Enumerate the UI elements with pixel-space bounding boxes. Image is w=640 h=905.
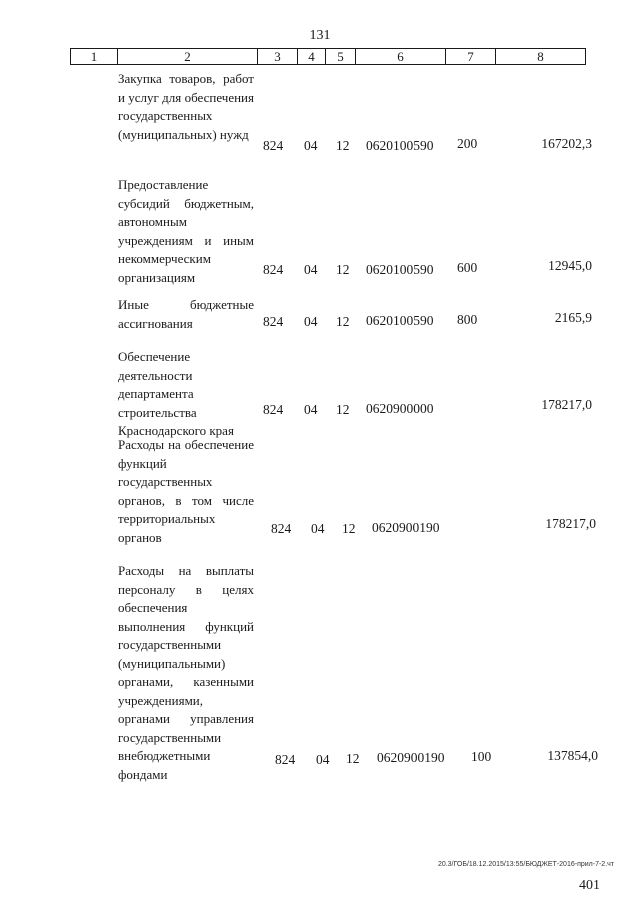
cell-col-8: 137854,0	[547, 748, 598, 763]
cell-col-4: 04	[311, 521, 325, 536]
header-col-1: 1	[71, 49, 118, 65]
cell-col-4: 04	[304, 402, 318, 417]
cell-col-4: 04	[316, 752, 330, 767]
row-description: Предоставление субсидий бюджетным, автономным учреждениям и иным некоммерческим организациям	[118, 177, 254, 285]
document-code: 20.3/ГОБ/18.12.2015/13:55/БЮДЖЕТ-2016-прил-7-2.чт	[437, 861, 614, 868]
cell-col-6: 0620900190	[372, 520, 440, 535]
cell-col-5: 12	[336, 314, 350, 329]
cell-col-7: 600	[457, 260, 478, 275]
cell-col-5: 12	[336, 262, 350, 277]
cell-col-7: 100	[471, 749, 492, 764]
cell-col-7: 800	[457, 312, 478, 327]
row-description: Расходы на выплаты персоналу в целях обеспечения выполнения функций государственными (муниципальными) органами, казенными учреждениями, органами управления государственными внебюджетными фондами	[118, 563, 254, 782]
cell-col-5: 12	[342, 521, 356, 536]
column-number-header	[70, 48, 586, 65]
cell-col-8: 178217,0	[541, 397, 592, 412]
cell-col-5: 12	[336, 402, 350, 417]
cell-col-8: 2165,9	[554, 310, 592, 325]
cell-col-7: 200	[457, 136, 478, 151]
header-col-7: 7	[446, 49, 496, 65]
cell-col-8: 178217,0	[545, 516, 596, 531]
cell-col-4: 04	[304, 138, 318, 153]
cell-col-3: 824	[275, 752, 296, 767]
cell-col-3: 824	[263, 138, 284, 153]
cell-col-6: 0620900190	[377, 750, 445, 765]
header-col-4: 4	[298, 49, 326, 65]
row-description: Расходы на обеспечение функций государственных органов, в том числе территориальных органов	[118, 437, 254, 545]
cell-col-3: 824	[271, 521, 292, 536]
header-col-5: 5	[326, 49, 356, 65]
header-col-6: 6	[356, 49, 446, 65]
row-description: Иные бюджетные ассигнования	[118, 297, 254, 331]
cell-col-6: 0620100590	[366, 313, 434, 328]
cell-col-5: 12	[336, 138, 350, 153]
cell-col-8: 12945,0	[548, 258, 592, 273]
cell-col-8: 167202,3	[541, 136, 592, 151]
cell-col-6: 0620900000	[366, 401, 434, 416]
header-col-2: 2	[118, 49, 258, 65]
cell-col-6: 0620100590	[366, 138, 434, 153]
cell-col-4: 04	[304, 262, 318, 277]
cell-col-3: 824	[263, 314, 284, 329]
page-number: 131	[309, 28, 331, 43]
cell-col-6: 0620100590	[366, 262, 434, 277]
header-col-8: 8	[496, 49, 586, 65]
row-description: Обеспечение деятельности департамента строительства Краснодарского края	[118, 349, 234, 438]
cell-col-3: 824	[263, 402, 284, 417]
row-description: Закупка товаров, работ и услуг для обеспечения государственных (муниципальных) нужд	[118, 71, 254, 142]
header-col-3: 3	[258, 49, 298, 65]
cell-col-3: 824	[263, 262, 284, 277]
cell-col-5: 12	[346, 751, 360, 766]
cell-col-4: 04	[304, 314, 318, 329]
sheet-number: 401	[579, 878, 600, 893]
